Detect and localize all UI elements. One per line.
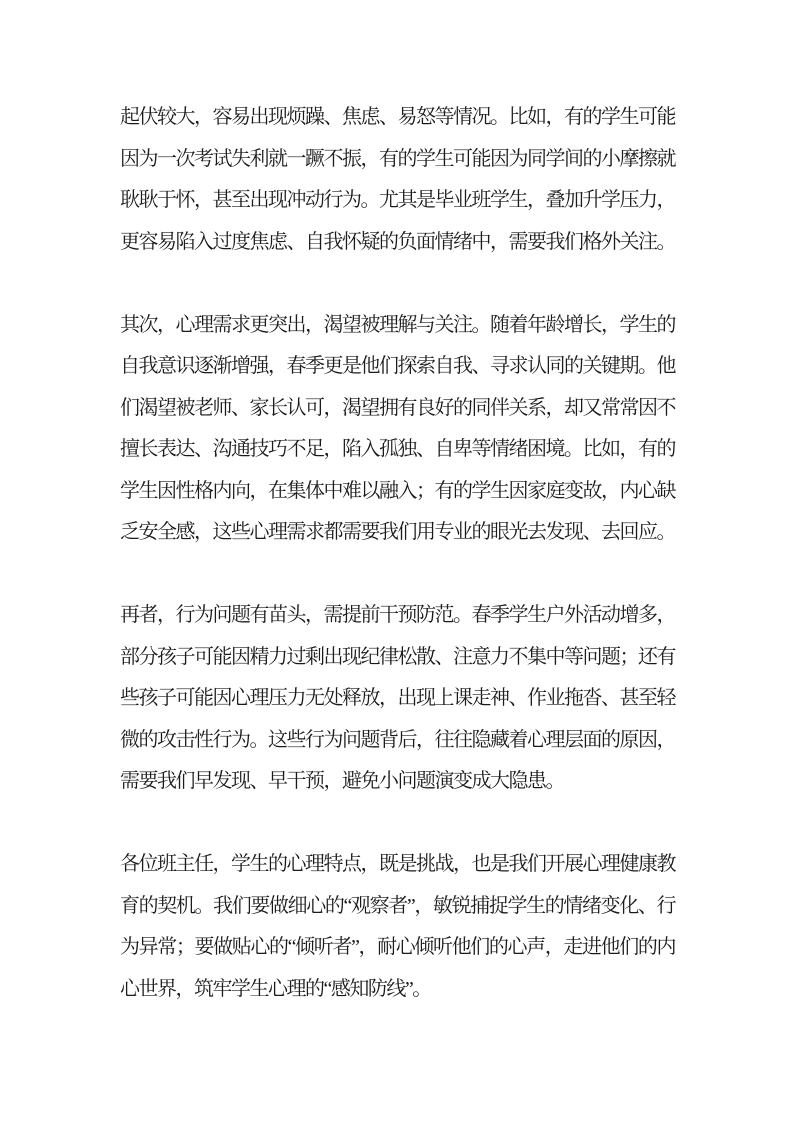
paragraph: 起伏较大，容易出现烦躁、焦虑、易怒等情况。比如，有的学生可能因为一次考试失利就一蹶不振，有的学生可能因为同学间的小摩擦就耿耿于怀，甚至出现冲动行为。尤其是毕业班学生，叠加升学压力，更容易陷入过度焦虑、自我怀疑的负面情绪中，需要我们格外关注。: [120, 106, 675, 253]
paragraph: 其次，心理需求更突出，渴望被理解与关注。随着年龄增长，学生的自我意识逐渐增强，春季更是他们探索自我、寻求认同的关键期。他们渴望被老师、家长认可，渴望拥有良好的同伴关系，却又常常因不擅长表达、沟通技巧不足，陷入孤独、自卑等情绪困境。比如，有的学生因性格内向，在集体中难以融入；有的学生因家庭变故，内心缺乏安全感，这些心理需求都需要我们用专业的眼光去发现、去回应。: [120, 313, 675, 543]
paragraph: 各位班主任，学生的心理特点，既是挑战，也是我们开展心理健康教育的契机。我们要做细心的“观察者”，敏锐捕捉学生的情绪变化、行为异常；要做贴心的“倾听者”，耐心倾听他们的心声，走进他们的内心世界，筑牢学生心理的“感知防线”。: [120, 853, 675, 1000]
paragraph: 再者，行为问题有苗头，需提前干预防范。春季学生户外活动增多，部分孩子可能因精力过剩出现纪律松散、注意力不集中等问题；还有些孩子可能因心理压力无处释放，出现上课走神、作业拖沓、甚至轻微的攻击性行为。这些行为问题背后，往往隐藏着心理层面的原因，需要我们早发现、早干预，避免小问题演变成大隐患。: [120, 604, 675, 792]
